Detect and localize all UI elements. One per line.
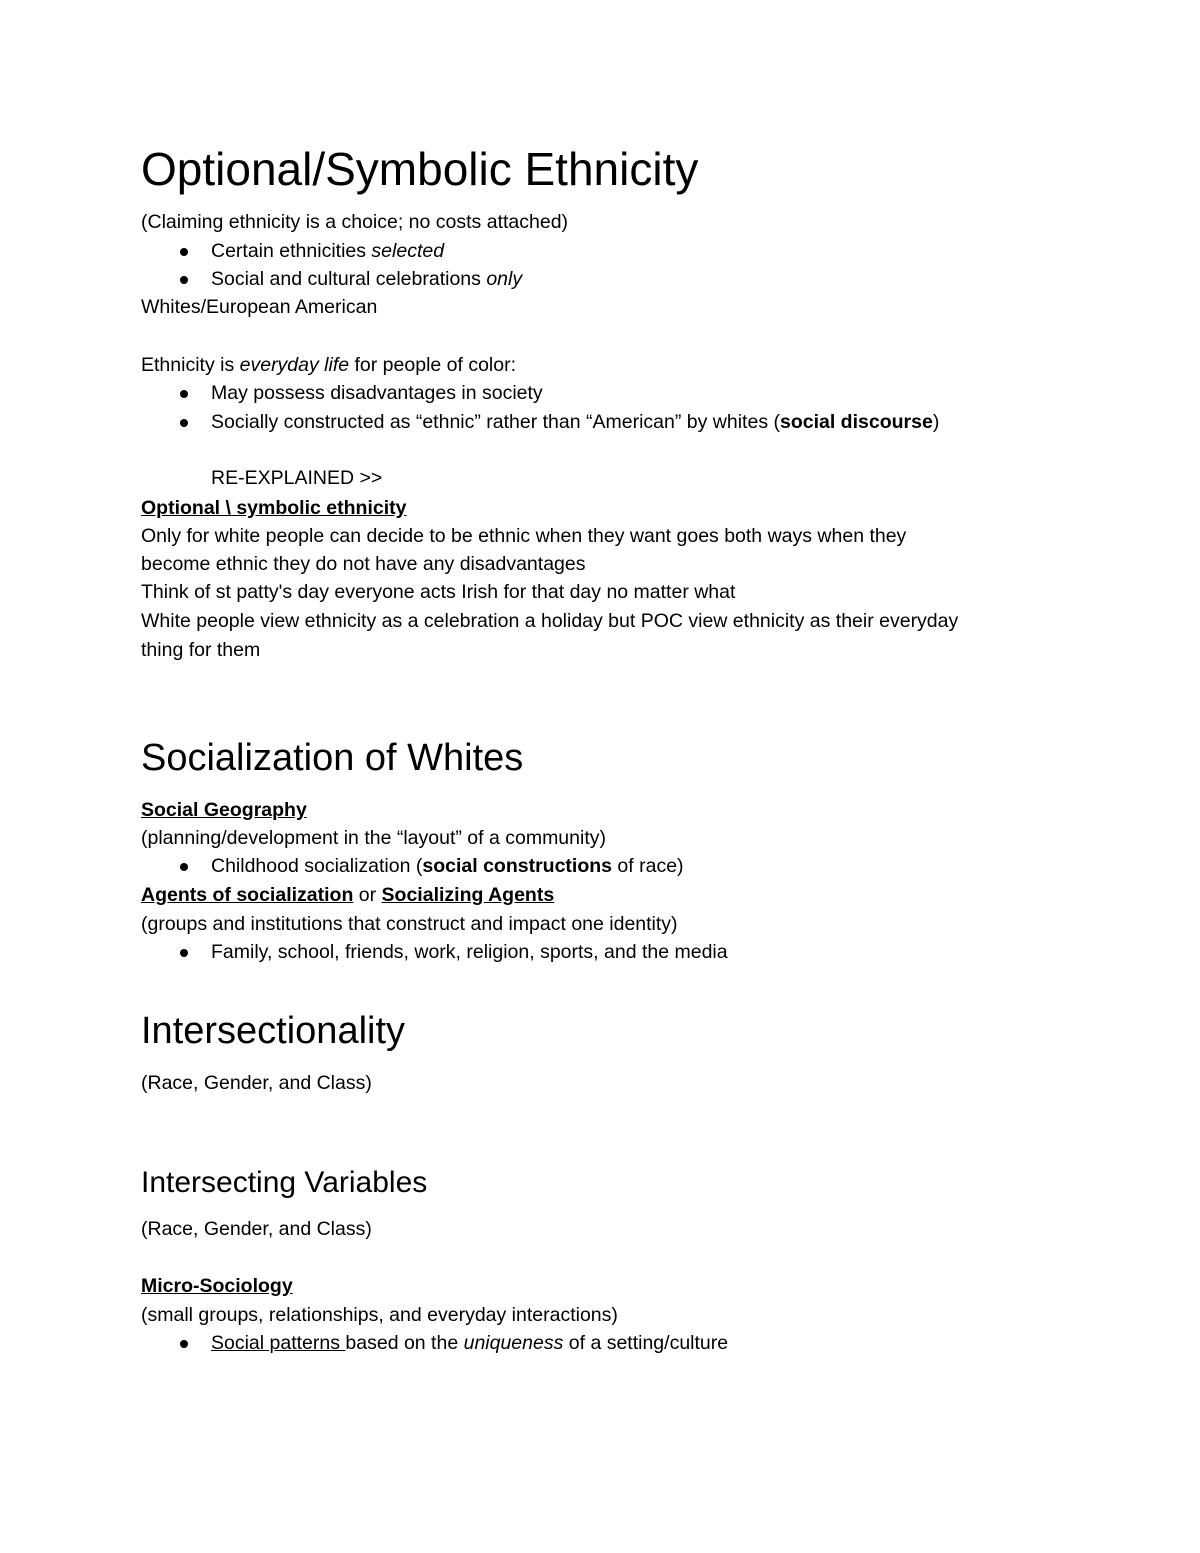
sub-heading-optional-symbolic: Optional \ symbolic ethnicity [141, 497, 407, 519]
list-item: Socially constructed as “ethnic” rather than “American” by whites (social discourse) [211, 408, 939, 437]
bullet-icon [180, 949, 188, 957]
sub-heading-social-geography: Social Geography [141, 799, 307, 821]
bullet-icon [180, 248, 188, 256]
section1-subtitle: (Claiming ethnicity is a choice; no costs attached) [141, 211, 569, 233]
group-label: Whites/European American [141, 296, 378, 318]
bullet-icon [180, 276, 188, 284]
heading-socialization-of-whites: Socialization of Whites [141, 737, 524, 779]
paragraph-line: White people view ethnicity as a celebration a holiday but POC view ethnicity as their everyday [141, 610, 959, 632]
list-item: Social patterns based on the uniqueness of a setting/culture [211, 1329, 728, 1358]
bullet-icon [180, 419, 188, 427]
heading-intersectionality: Intersectionality [141, 1010, 406, 1052]
intersectionality-desc: (Race, Gender, and Class) [141, 1072, 372, 1094]
list-item: May possess disadvantages in society [211, 379, 543, 408]
agents-heading: Agents of socialization or Socializing Agents [141, 884, 555, 906]
paragraph-line: Think of st patty's day everyone acts Irish for that day no matter what [141, 581, 736, 603]
list-item: Childhood socialization (social constructions of race) [211, 852, 684, 881]
list-item: Social and cultural celebrations only [211, 265, 522, 294]
bullet-icon [180, 863, 188, 871]
reexplained-label: RE-EXPLAINED >> [211, 467, 383, 489]
social-geography-desc: (planning/development in the “layout” of a community) [141, 827, 606, 849]
paragraph-line: become ethnic they do not have any disadvantages [141, 553, 586, 575]
heading-optional-symbolic-ethnicity: Optional/Symbolic Ethnicity [141, 143, 699, 195]
list-item: Certain ethnicities selected [211, 237, 444, 266]
list-item: Family, school, friends, work, religion, sports, and the media [211, 938, 728, 967]
micro-sociology-desc: (small groups, relationships, and everyday interactions) [141, 1304, 618, 1326]
heading-intersecting-variables: Intersecting Variables [141, 1166, 428, 1199]
agents-desc: (groups and institutions that construct and impact one identity) [141, 913, 678, 935]
poc-intro: Ethnicity is everyday life for people of color: [141, 354, 517, 376]
paragraph-line: thing for them [141, 639, 261, 661]
paragraph-line: Only for white people can decide to be ethnic when they want goes both ways when they [141, 525, 907, 547]
intersecting-variables-desc: (Race, Gender, and Class) [141, 1218, 372, 1240]
sub-heading-micro-sociology: Micro-Sociology [141, 1275, 293, 1297]
bullet-icon [180, 1340, 188, 1348]
bullet-icon [180, 390, 188, 398]
